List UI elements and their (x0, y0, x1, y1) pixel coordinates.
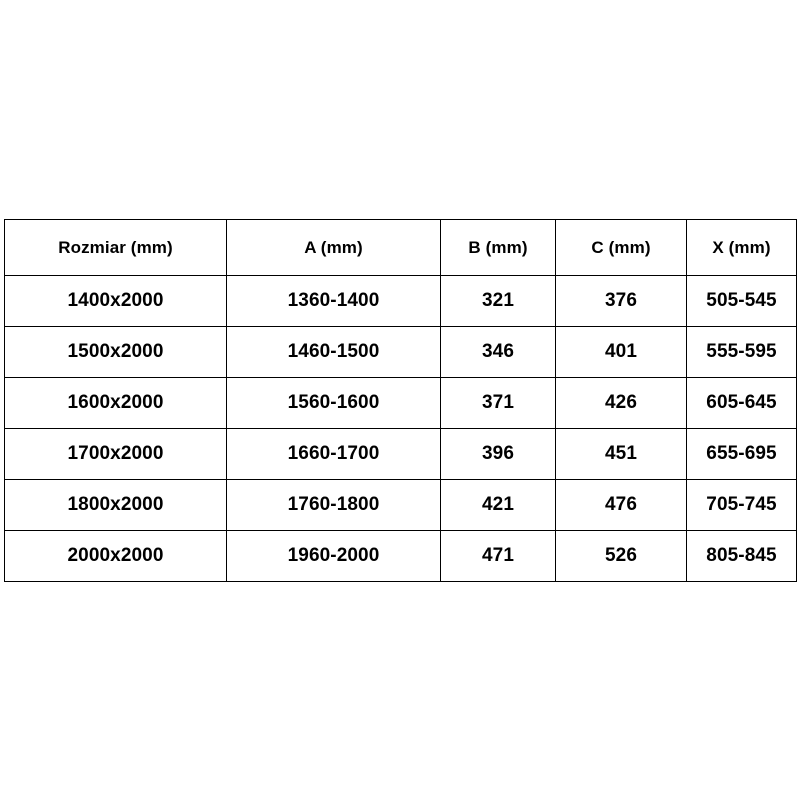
cell-b: 471 (441, 531, 556, 582)
cell-rozmiar: 1800x2000 (5, 480, 227, 531)
cell-a: 1560-1600 (227, 378, 441, 429)
cell-c: 401 (556, 327, 687, 378)
cell-b: 371 (441, 378, 556, 429)
cell-a: 1960-2000 (227, 531, 441, 582)
cell-c: 476 (556, 480, 687, 531)
column-header-b: B (mm) (441, 220, 556, 276)
column-header-x: X (mm) (687, 220, 797, 276)
cell-x: 655-695 (687, 429, 797, 480)
table-header-row (5, 220, 797, 276)
table-header (5, 220, 797, 276)
cell-rozmiar: 1600x2000 (5, 378, 227, 429)
table-row (5, 480, 797, 531)
cell-b: 346 (441, 327, 556, 378)
cell-a: 1460-1500 (227, 327, 441, 378)
cell-a: 1360-1400 (227, 276, 441, 327)
cell-a: 1760-1800 (227, 480, 441, 531)
cell-a: 1660-1700 (227, 429, 441, 480)
table-row (5, 531, 797, 582)
cell-x: 555-595 (687, 327, 797, 378)
table-row (5, 378, 797, 429)
cell-x: 505-545 (687, 276, 797, 327)
cell-x: 605-645 (687, 378, 797, 429)
table-row (5, 429, 797, 480)
cell-c: 376 (556, 276, 687, 327)
column-header-a: A (mm) (227, 220, 441, 276)
table-row (5, 327, 797, 378)
cell-b: 396 (441, 429, 556, 480)
cell-rozmiar: 1400x2000 (5, 276, 227, 327)
cell-c: 451 (556, 429, 687, 480)
cell-rozmiar: 1700x2000 (5, 429, 227, 480)
table-body (5, 276, 797, 582)
cell-b: 421 (441, 480, 556, 531)
spec-table-container (4, 219, 796, 582)
cell-rozmiar: 1500x2000 (5, 327, 227, 378)
column-header-rozmiar: Rozmiar (mm) (5, 220, 227, 276)
cell-c: 526 (556, 531, 687, 582)
cell-x: 805-845 (687, 531, 797, 582)
cell-c: 426 (556, 378, 687, 429)
spec-table (4, 219, 797, 582)
column-header-c: C (mm) (556, 220, 687, 276)
table-row (5, 276, 797, 327)
cell-b: 321 (441, 276, 556, 327)
cell-x: 705-745 (687, 480, 797, 531)
cell-rozmiar: 2000x2000 (5, 531, 227, 582)
